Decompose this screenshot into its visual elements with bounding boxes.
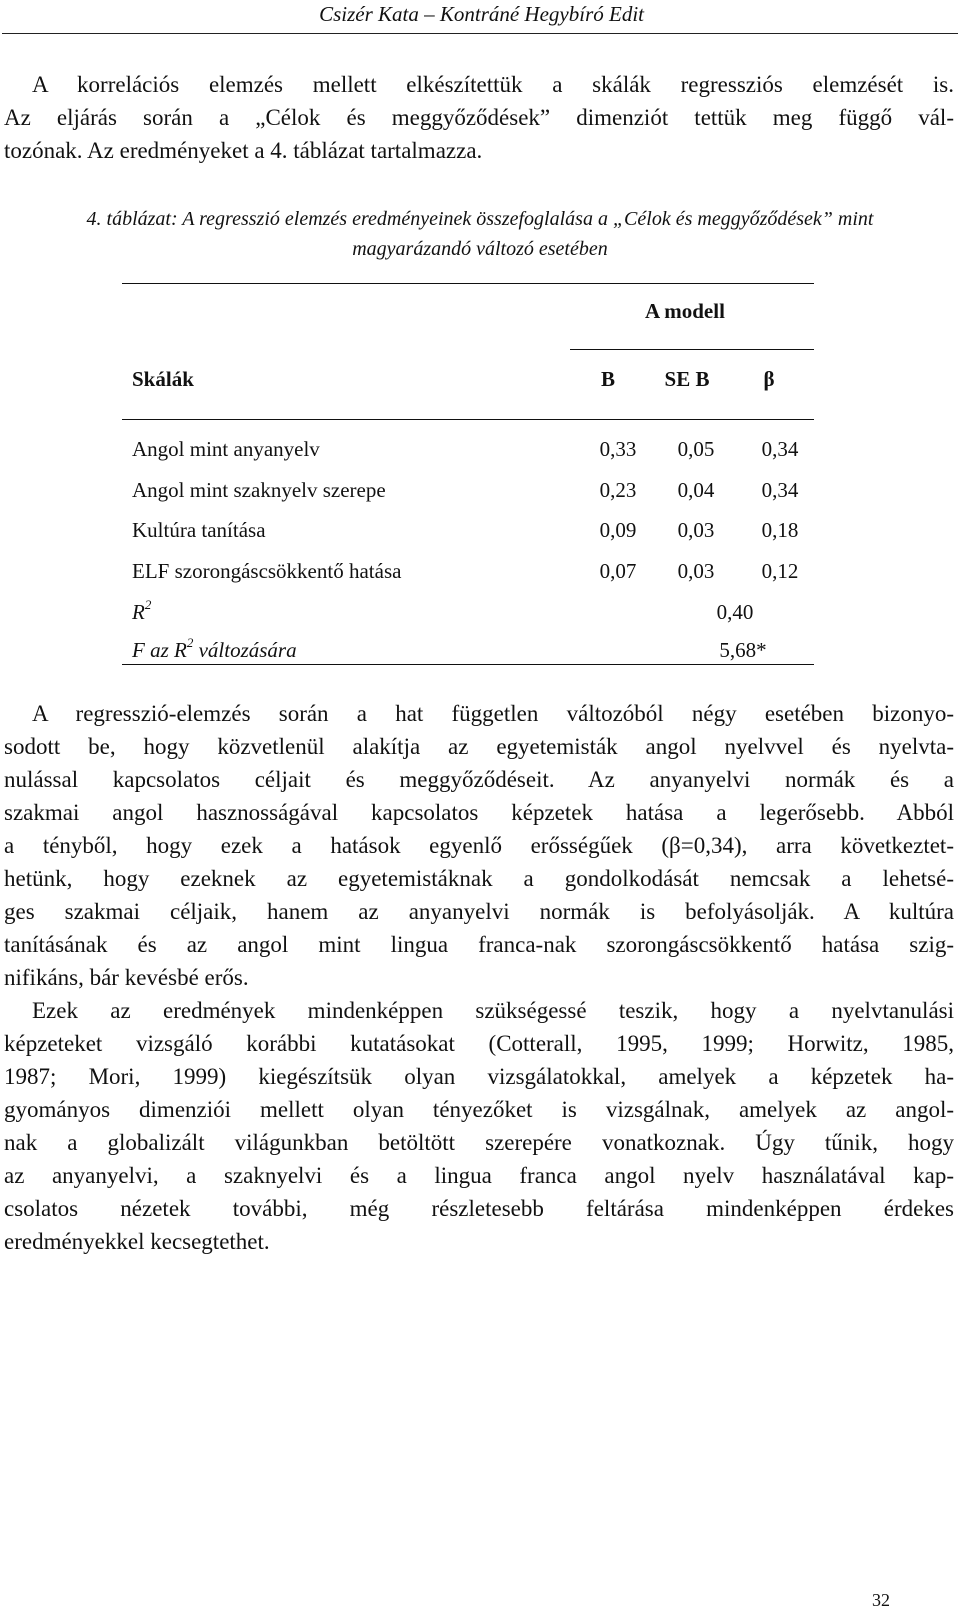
row-label: Kultúra tanítása	[132, 518, 266, 542]
intro-paragraph	[4, 68, 954, 167]
value-seb: 0,03	[677, 518, 715, 542]
text-line: hetünk, hogy ezeknek az egyetemistáknak a gondolkodását nemcsak a lehetsé-	[4, 866, 954, 891]
text-line: tanításának és az angol mint lingua franca-nak szorongáscsökkentő hatása szig-	[4, 932, 954, 957]
text-line: A korrelációs elemzés mellett elkészítettük a skálák regressziós elemzését is.	[32, 72, 954, 97]
r-squared-label: $R^2$	[132, 597, 152, 624]
row-label: Angol mint szaknyelv szerepe	[132, 478, 386, 502]
text-line: szakmai angol hasznosságával kapcsolatos képzetek hatása a legerősebb. Abból	[4, 800, 954, 825]
value-b: 0,09	[599, 518, 637, 542]
col-header-b: B	[600, 367, 615, 391]
text-line: 1987; Mori, 1999) kiegészítsük olyan vizsgálatokkal, amelyek a képzetek ha-	[4, 1064, 954, 1089]
text-line: A regresszió-elemzés során a hat független változóból négy esetében bizonyo-	[32, 701, 954, 726]
text-line: az anyanyelvi, a szaknyelvi és a lingua franca angol nyelv használatával kap-	[4, 1163, 954, 1188]
page-number: 32	[872, 1590, 890, 1610]
f-change-value: 5,68*	[719, 638, 767, 662]
caption-line: 4. táblázat: A regresszió elemzés eredményeinek összefoglalása a „Célok és meggyőződések” mint	[86, 208, 874, 230]
text-line: ges szakmai céljaik, hanem az anyanyelvi normák is befolyásolják. A kultúra	[4, 899, 954, 924]
value-b: 0,23	[599, 478, 637, 502]
table-top-rule	[122, 283, 814, 284]
running-title: Csizér Kata – Kontráné Hegybíró Edit	[319, 2, 644, 26]
value-seb: 0,04	[677, 478, 715, 502]
text-line: csolatos nézetek további, még részletesebb feltárása mindenképpen érdekes	[4, 1196, 954, 1221]
f-change-label: F az $R^2$ változására	[132, 635, 297, 662]
running-header	[0, 0, 960, 34]
value-beta: 0,34	[761, 437, 799, 461]
r-squared-value: 0,40	[716, 600, 754, 624]
value-b: 0,07	[599, 559, 637, 583]
value-b: 0,33	[599, 437, 637, 461]
text-line: Ezek az eredmények mindenképpen szükségessé teszik, hogy a nyelvtanulási	[32, 998, 954, 1023]
model-header-rule	[570, 349, 814, 350]
col-header-beta: β	[763, 367, 775, 391]
value-beta: 0,12	[761, 559, 799, 583]
caption-line: magyarázandó változó esetében	[352, 238, 608, 260]
header-rule	[2, 33, 958, 34]
text-line: tozónak. Az eredményeket a 4. táblázat tartalmazza.	[4, 138, 483, 163]
col-header-seb: SE B	[664, 367, 710, 391]
table-bottom-rule	[122, 664, 814, 665]
model-header: A modell	[645, 299, 725, 323]
header-bottom-rule	[122, 419, 814, 420]
text-line: gyományos dimenziói mellett olyan tényezőket is vizsgálnak, amelyek az angol-	[4, 1097, 954, 1122]
value-seb: 0,03	[677, 559, 715, 583]
text-line: nifikáns, bár kevésbé erős.	[4, 965, 249, 990]
text-line: eredményekkel kecsegtethet.	[4, 1229, 270, 1254]
text-line: nak a globalizált világunkban betöltött szerepére vonatkoznak. Úgy tűnik, hogy	[4, 1130, 954, 1155]
text-line: a tényből, hogy ezek a hatások egyenlő erősségűek (β=0,34), arra következtet-	[4, 833, 954, 858]
text-line: képzeteket vizsgáló korábbi kutatásokat (Cotterall, 1995, 1999; Horwitz, 1985,	[4, 1031, 954, 1056]
table-caption	[0, 204, 960, 264]
col-header-scales: Skálák	[132, 367, 194, 391]
row-label: ELF szorongáscsökkentő hatása	[132, 559, 402, 583]
discussion-paragraph-1	[4, 697, 954, 994]
row-label: Angol mint anyanyelv	[132, 437, 320, 461]
value-beta: 0,34	[761, 478, 799, 502]
value-seb: 0,05	[677, 437, 715, 461]
text-line: Az eljárás során a „Célok és meggyőződések” dimenziót tettük meg függő vál-	[4, 105, 954, 130]
text-line: nulással kapcsolatos céljait és meggyőződéseit. Az anyanyelvi normák és a	[4, 767, 954, 792]
discussion-paragraph-2	[4, 994, 954, 1258]
text-line: sodott be, hogy közvetlenül alakítja az egyetemisták angol nyelvvel és nyelvta-	[4, 734, 954, 759]
value-beta: 0,18	[761, 518, 799, 542]
